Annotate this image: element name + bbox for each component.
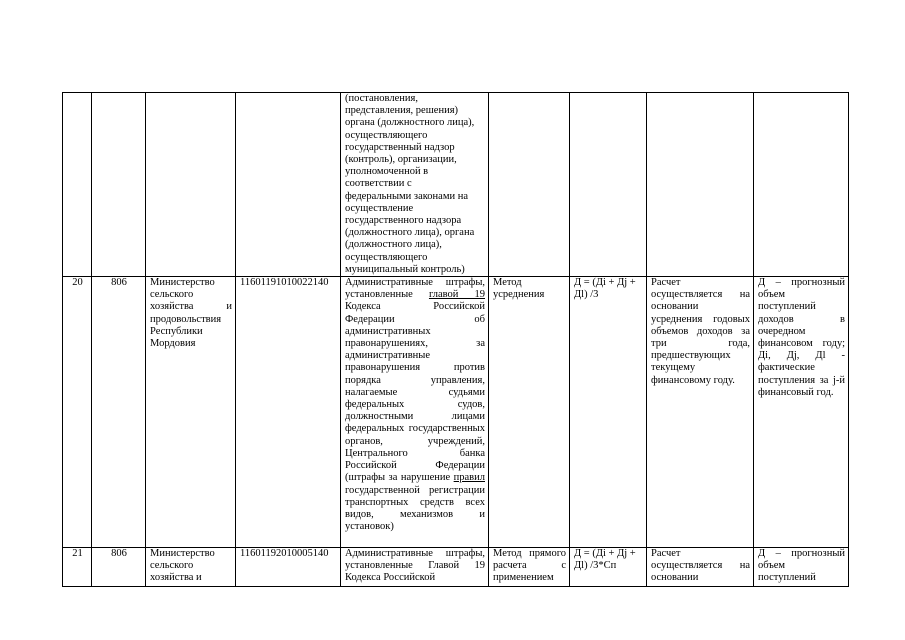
cell-code xyxy=(92,548,146,587)
revenue-forecast-table xyxy=(62,92,849,587)
chapter-link[interactable]: главой 19 xyxy=(428,289,485,301)
cell-formula xyxy=(570,93,647,277)
cell-legend xyxy=(754,93,849,277)
cell-calc: Расчет осуществляется на основании усреднения годовых объемов доходов за три года, предшествующих текущему финансовому году. xyxy=(647,277,754,548)
desc-text: Кодекса Российской Федерации об административных правонарушениях, за административные правонарушения против порядка управления, налагаемые судьями федеральных судов, должностными лицами федеральных государственных органов, учреждений, Центрального банка Российской Федерации (штрафы за нарушение xyxy=(345,301,485,484)
desc-line: (постановления, xyxy=(345,93,418,104)
desc-text: государственной регистрации транспортных средств всех видов, механизмов и установок) xyxy=(345,484,485,533)
cell-org: Министерство сельского хозяйства и продовольствия Республики Мордовия xyxy=(146,277,236,548)
cell-description xyxy=(341,93,489,277)
formula-text: Д = (Дi + Дj + Дl) /3*Сп xyxy=(574,548,636,572)
table-row-20 xyxy=(63,277,849,548)
desc-line: (должностного лица), органа xyxy=(345,227,475,239)
desc-line: муниципальный контроль) xyxy=(345,263,465,275)
cell-method xyxy=(489,548,570,587)
cell-code: 806 xyxy=(92,277,146,548)
desc-line: (контроль), организации, xyxy=(345,154,457,166)
table-row-21 xyxy=(63,548,849,587)
legend-text: Д – прогнозный объем поступлений xyxy=(758,548,845,584)
cell-kbk xyxy=(236,93,341,277)
cell-code xyxy=(92,93,146,277)
cell-kbk xyxy=(236,548,341,587)
calc-text: Расчет осуществляется на основании xyxy=(651,548,750,584)
rules-link[interactable]: правил xyxy=(453,472,485,484)
cell-legend: Д – прогнозный объем поступлений доходов в очередном финансовом году; Дi, Дj, Дl - фактические поступления за j-й финансовый год. xyxy=(754,277,849,548)
cell-num xyxy=(63,93,92,277)
desc-text: Административные штрафы, установленные xyxy=(345,277,485,301)
cell-method xyxy=(489,93,570,277)
cell-formula xyxy=(570,548,647,587)
cell-org xyxy=(146,93,236,277)
desc-line: представления, решения) xyxy=(345,105,459,117)
cell-num: 20 xyxy=(63,277,92,548)
cell-org xyxy=(146,548,236,587)
cell-description xyxy=(341,277,489,548)
desc-line: осуществляющего xyxy=(345,129,428,141)
desc-line: уполномоченной в xyxy=(345,166,429,178)
desc-line: осуществление xyxy=(345,202,414,214)
desc-line: органа (должностного лица), xyxy=(345,117,475,129)
cell-kbk: 11601191010022140 xyxy=(236,277,341,548)
cell-calc xyxy=(647,93,754,277)
cell-formula: Д = (Дi + Дj + Дl) /3 xyxy=(570,277,647,548)
cell-legend xyxy=(754,548,849,587)
kbk-text: 11601192010005140 xyxy=(240,548,329,560)
desc-line: осуществляющего xyxy=(345,251,428,263)
desc-line: государственного надзора xyxy=(345,215,462,227)
num-text: 21 xyxy=(72,548,83,560)
code-text: 806 xyxy=(111,548,127,560)
method-text: Метод прямого расчета с применением xyxy=(493,548,566,584)
desc-line: (должностного лица), xyxy=(345,239,442,251)
desc-line: государственный надзор xyxy=(345,141,455,153)
org-text: Министерство сельского хозяйства и xyxy=(150,548,215,584)
cell-calc xyxy=(647,548,754,587)
cell-description xyxy=(341,548,489,587)
desc-text: Административные штрафы, установленные Главой 19 Кодекса Российской xyxy=(345,548,485,584)
cell-num xyxy=(63,548,92,587)
desc-line: соответствии с xyxy=(345,178,412,190)
cell-method: Метод усреднения xyxy=(489,277,570,548)
desc-line: федеральными законами на xyxy=(345,190,468,202)
table-row-continuation xyxy=(63,93,849,277)
